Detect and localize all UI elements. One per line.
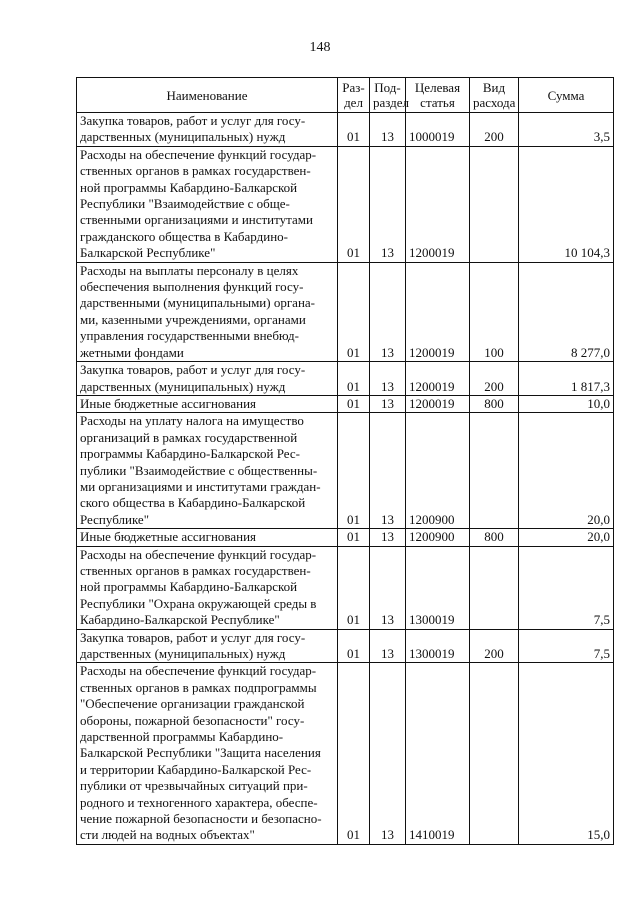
row-expense-type (470, 546, 519, 629)
row-subsection: 13 (370, 413, 406, 529)
header-amount: Сумма (519, 78, 614, 113)
table-row (77, 629, 614, 663)
row-section: 01 (338, 663, 370, 844)
row-target: 1200019 (406, 362, 470, 396)
row-amount: 7,5 (519, 629, 614, 663)
row-name: Расходы на обеспечение функций государ- ственных органов в рамках государствен- ной программы Кабардино-Балкарской Республики "Охрана окружающей среды в Кабардино-Балкарской Республике" (77, 546, 338, 629)
row-section: 01 (338, 546, 370, 629)
row-amount: 7,5 (519, 546, 614, 629)
row-subsection: 13 (370, 113, 406, 147)
row-amount: 20,0 (519, 529, 614, 546)
row-section: 01 (338, 529, 370, 546)
row-expense-type: 200 (470, 362, 519, 396)
table-header-row (77, 78, 614, 113)
budget-table (76, 77, 614, 845)
row-subsection: 13 (370, 629, 406, 663)
table-row (77, 113, 614, 147)
row-name: Иные бюджетные ассигнования (77, 395, 338, 412)
page-number: 148 (309, 40, 331, 55)
table-row (77, 546, 614, 629)
row-subsection: 13 (370, 529, 406, 546)
row-expense-type: 800 (470, 529, 519, 546)
row-name: Закупка товаров, работ и услуг для госу- дарственных (муниципальных) нужд (77, 113, 338, 147)
row-expense-type: 100 (470, 262, 519, 361)
row-expense-type: 200 (470, 113, 519, 147)
row-section: 01 (338, 395, 370, 412)
row-section: 01 (338, 362, 370, 396)
table-row (77, 395, 614, 412)
row-target: 1200019 (406, 395, 470, 412)
row-amount: 15,0 (519, 663, 614, 844)
row-target: 1200900 (406, 413, 470, 529)
table-row (77, 529, 614, 546)
row-target: 1200900 (406, 529, 470, 546)
row-subsection: 13 (370, 362, 406, 396)
header-expense-type: Вид расхода (470, 78, 519, 113)
row-amount: 10 104,3 (519, 146, 614, 262)
table-row (77, 362, 614, 396)
table-row (77, 663, 614, 844)
row-section: 01 (338, 113, 370, 147)
row-name: Закупка товаров, работ и услуг для госу- дарственных (муниципальных) нужд (77, 629, 338, 663)
row-name: Иные бюджетные ассигнования (77, 529, 338, 546)
row-amount: 10,0 (519, 395, 614, 412)
row-target: 1000019 (406, 113, 470, 147)
row-amount: 1 817,3 (519, 362, 614, 396)
row-name: Расходы на обеспечение функций государ- ственных органов в рамках государствен- ной программы Кабардино-Балкарской Республики "Взаимодействие с обще- ственными организациями и институтами гражданского общества в Кабардино- Балкарской Республике" (77, 146, 338, 262)
header-target: Целевая статья (406, 78, 470, 113)
table-row (77, 413, 614, 529)
row-amount: 8 277,0 (519, 262, 614, 361)
row-name: Расходы на уплату налога на имущество организаций в рамках государственной программы Кабардино-Балкарской Рес- публики "Взаимодействие с общественны- ми организациями и институтами граждан- ского общества в Кабардино-Балкарской Республике" (77, 413, 338, 529)
header-section: Раз- дел (338, 78, 370, 113)
row-subsection: 13 (370, 146, 406, 262)
row-subsection: 13 (370, 663, 406, 844)
row-name: Расходы на обеспечение функций государ- ственных органов в рамках подпрограммы "Обеспечение организации гражданской обороны, пожарной безопасности" госу- дарственной программы Кабардино- Балкарской Республики "Защита населения и территории Кабардино-Балкарской Рес- публики от чрезвычайных ситуаций при- родного и техногенного характера, обеспе- чение пожарной безопасности и безопасно- сти людей на водных объектах" (77, 663, 338, 844)
row-target: 1200019 (406, 146, 470, 262)
row-target: 1300019 (406, 629, 470, 663)
row-expense-type (470, 413, 519, 529)
row-target: 1300019 (406, 546, 470, 629)
row-amount: 20,0 (519, 413, 614, 529)
row-expense-type: 200 (470, 629, 519, 663)
row-section: 01 (338, 629, 370, 663)
row-expense-type (470, 146, 519, 262)
row-subsection: 13 (370, 546, 406, 629)
row-subsection: 13 (370, 262, 406, 361)
row-name: Расходы на выплаты персоналу в целях обеспечения выполнения функций госу- дарственными (муниципальными) органа- ми, казенными учреждениями, органами управления государственными внебюд- жетными фондами (77, 262, 338, 361)
row-expense-type (470, 663, 519, 844)
row-subsection: 13 (370, 395, 406, 412)
header-name: Наименование (77, 78, 338, 113)
row-expense-type: 800 (470, 395, 519, 412)
row-section: 01 (338, 413, 370, 529)
row-section: 01 (338, 262, 370, 361)
table-row (77, 262, 614, 361)
table-row (77, 146, 614, 262)
row-target: 1200019 (406, 262, 470, 361)
header-subsection: Под- раздел (370, 78, 406, 113)
row-amount: 3,5 (519, 113, 614, 147)
row-section: 01 (338, 146, 370, 262)
row-name: Закупка товаров, работ и услуг для госу- дарственных (муниципальных) нужд (77, 362, 338, 396)
row-target: 1410019 (406, 663, 470, 844)
